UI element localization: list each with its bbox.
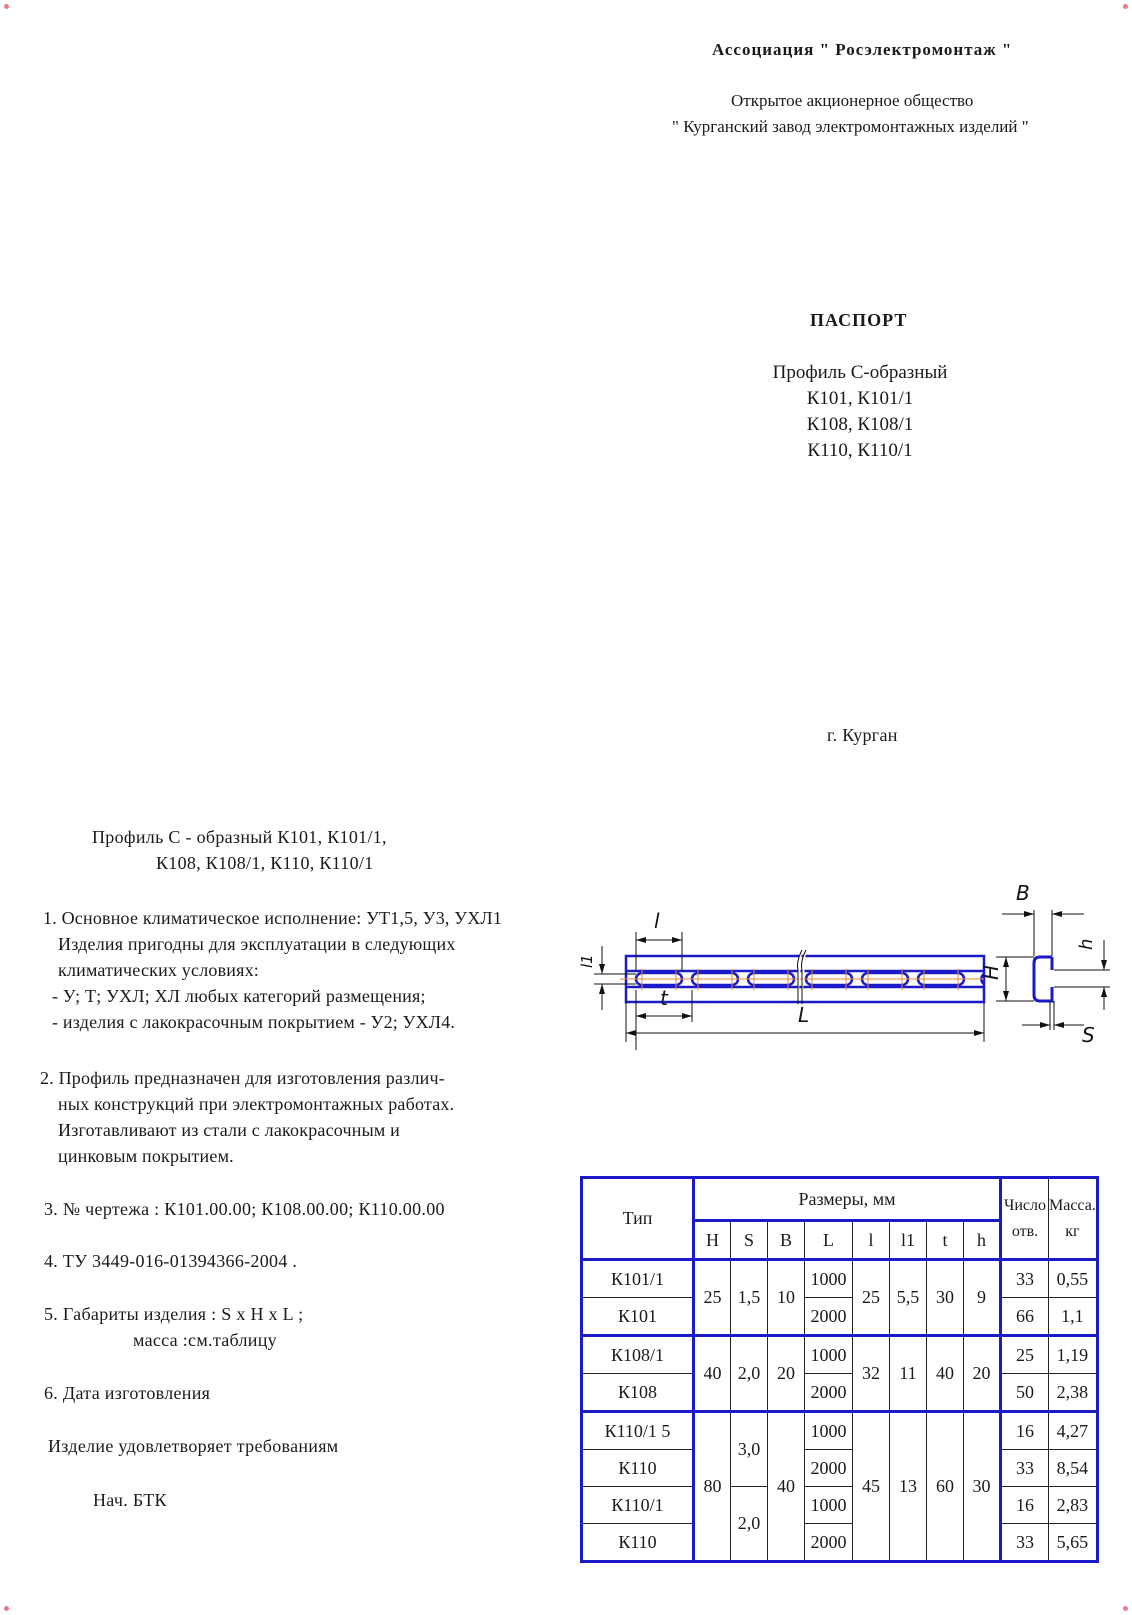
cell-L: 2000 — [805, 1298, 853, 1336]
header-holes-line1: Число — [1003, 1196, 1047, 1214]
cell-S: 2,0 — [731, 1336, 768, 1412]
cell-type: К110 — [582, 1450, 694, 1487]
header-type: Тип — [582, 1178, 694, 1260]
cell-S: 3,0 — [731, 1412, 768, 1487]
dim-label-H: H — [979, 964, 1003, 980]
table-row — [582, 1524, 1098, 1562]
cell-B: 40 — [768, 1412, 805, 1562]
table-row — [582, 1260, 1098, 1298]
cell-type: К110 — [582, 1524, 694, 1562]
cell-mass: 2,38 — [1049, 1374, 1098, 1412]
table-row — [582, 1450, 1098, 1487]
profile-cross-section — [979, 881, 1110, 1047]
table-header-row — [582, 1178, 1098, 1221]
cell-type: К108 — [582, 1374, 694, 1412]
cell-L: 1000 — [805, 1336, 853, 1374]
company-name: " Курганский завод электромонтажных изделий " — [672, 117, 1029, 136]
cell-B: 10 — [768, 1260, 805, 1336]
cell-holes: 33 — [1001, 1524, 1049, 1562]
cell-L: 1000 — [805, 1260, 853, 1298]
dim-label-L: L — [798, 1003, 810, 1027]
cell-l1: 5,5 — [890, 1260, 927, 1336]
cell-H: 40 — [694, 1336, 731, 1412]
cell-holes: 50 — [1001, 1374, 1049, 1412]
cell-holes: 66 — [1001, 1298, 1049, 1336]
page-title: ПАСПОРТ — [810, 310, 908, 330]
break-line — [798, 950, 807, 1004]
cell-t: 60 — [927, 1412, 964, 1562]
dim-label-l: l — [654, 909, 660, 933]
table-row — [582, 1336, 1098, 1374]
cell-B: 20 — [768, 1336, 805, 1412]
section-2-line: 2. Профиль предназначен для изготовления различ- — [40, 1068, 445, 1088]
association-name: Ассоциация " Росэлектромонтаж " — [712, 40, 1013, 59]
header-col-t: t — [927, 1221, 964, 1260]
cell-t: 30 — [927, 1260, 964, 1336]
dim-label-t: t — [660, 986, 668, 1010]
cell-mass: 5,65 — [1049, 1524, 1098, 1562]
cell-holes: 16 — [1001, 1487, 1049, 1524]
cell-holes: 33 — [1001, 1260, 1049, 1298]
table-row — [582, 1374, 1098, 1412]
header-col-S: S — [731, 1221, 768, 1260]
product-title-line: К108, К108/1 — [806, 414, 914, 435]
header-col-B: B — [768, 1221, 805, 1260]
cell-l1: 11 — [890, 1336, 927, 1412]
cell-l: 32 — [853, 1336, 890, 1412]
header-col-L: L — [805, 1221, 853, 1260]
header-holes — [1001, 1178, 1049, 1260]
product-heading-line2: К108, К108/1, К110, К110/1 — [156, 853, 374, 873]
cell-H: 80 — [694, 1412, 731, 1562]
cell-l1: 13 — [890, 1412, 927, 1562]
product-title-line: К101, К101/1 — [806, 388, 914, 409]
cell-h: 30 — [964, 1412, 1001, 1562]
cell-holes: 33 — [1001, 1450, 1049, 1487]
section-1-line: Изделия пригодны для эксплуатации в следующих — [58, 934, 456, 954]
section-2 — [38, 1065, 558, 1169]
section-1 — [38, 905, 558, 1035]
corner-marker — [1123, 1606, 1128, 1611]
dim-label-h: h — [1076, 938, 1097, 950]
cell-type: К110/1 — [582, 1487, 694, 1524]
cell-mass: 1,1 — [1049, 1298, 1098, 1336]
cell-t: 40 — [927, 1336, 964, 1412]
cell-type: К101 — [582, 1298, 694, 1336]
cell-mass: 8,54 — [1049, 1450, 1098, 1487]
section-6-date: 6. Дата изготовления — [44, 1383, 211, 1403]
spec-table — [580, 1176, 1099, 1563]
section-5-dimensions: 5. Габариты изделия : S x H x L ; — [44, 1304, 304, 1324]
header-col-l: l — [853, 1221, 890, 1260]
corner-marker — [1123, 4, 1128, 9]
cell-type: К110/1 5 — [582, 1412, 694, 1450]
compliance-statement: Изделие удовлетворяет требованиям — [48, 1436, 339, 1456]
section-1-line: - изделия с лакокрасочным покрытием - У2; УХЛ4. — [52, 1012, 456, 1032]
cell-holes: 16 — [1001, 1412, 1049, 1450]
table-row — [582, 1412, 1098, 1450]
corner-marker — [4, 4, 9, 9]
company-type: Открытое акционерное общество — [731, 91, 974, 110]
corner-marker — [4, 1606, 9, 1611]
cell-L: 2000 — [805, 1374, 853, 1412]
qc-signature-label: Нач. БТК — [93, 1490, 167, 1510]
header-col-h: h — [964, 1221, 1001, 1260]
section-3-drawing-number: 3. № чертежа : К101.00.00; К108.00.00; К110.00.00 — [44, 1199, 445, 1219]
cell-l: 25 — [853, 1260, 890, 1336]
header-dimensions: Размеры, мм — [694, 1178, 1001, 1221]
cell-S: 2,0 — [731, 1487, 768, 1562]
header-mass-line1: Масса. — [1049, 1196, 1096, 1214]
product-title-line: Профиль С-образный — [772, 362, 948, 383]
cell-mass: 0,55 — [1049, 1260, 1098, 1298]
section-5-mass: масса :см.таблицу — [133, 1330, 277, 1350]
section-2-line: ных конструкций при электромонтажных работах. — [58, 1094, 455, 1114]
cell-h: 20 — [964, 1336, 1001, 1412]
product-title-line: К110, К110/1 — [807, 440, 913, 461]
section-1-line: климатических условиях: — [58, 960, 259, 980]
cell-h: 9 — [964, 1260, 1001, 1336]
table-row — [582, 1298, 1098, 1336]
section-2-line: Изготавливают из стали с лакокрасочным и — [58, 1120, 401, 1140]
cell-type: К101/1 — [582, 1260, 694, 1298]
product-heading-line1: Профиль С - образный К101, К101/1, — [92, 827, 387, 847]
product-title-block — [740, 360, 980, 464]
header-mass — [1049, 1178, 1098, 1260]
section-1-line: - У; Т; УХЛ; ХЛ любых категорий размещения; — [52, 986, 426, 1006]
cell-l: 45 — [853, 1412, 890, 1562]
cell-L: 2000 — [805, 1450, 853, 1487]
section-1-line: 1. Основное климатическое исполнение: УТ1,5, У3, УХЛ1 — [43, 908, 503, 928]
dim-label-l1: l1 — [578, 954, 596, 968]
cell-S: 1,5 — [731, 1260, 768, 1336]
profile-drawing — [570, 870, 1130, 1070]
header-col-l1: l1 — [890, 1221, 927, 1260]
cell-H: 25 — [694, 1260, 731, 1336]
city: г. Курган — [827, 725, 898, 745]
cell-L: 2000 — [805, 1524, 853, 1562]
cell-mass: 4,27 — [1049, 1412, 1098, 1450]
header-holes-line2: отв. — [1011, 1222, 1039, 1240]
section-2-line: цинковым покрытием. — [58, 1146, 234, 1166]
dim-label-S: S — [1082, 1023, 1095, 1047]
section-4-spec: 4. ТУ 3449-016-01394366-2004 . — [44, 1251, 298, 1271]
table-row — [582, 1487, 1098, 1524]
header-col-H: H — [694, 1221, 731, 1260]
cell-type: К108/1 — [582, 1336, 694, 1374]
cell-holes: 25 — [1001, 1336, 1049, 1374]
cell-mass: 1,19 — [1049, 1336, 1098, 1374]
cell-L: 1000 — [805, 1487, 853, 1524]
cell-mass: 2,83 — [1049, 1487, 1098, 1524]
header-mass-line2: кг — [1065, 1222, 1080, 1240]
dim-label-B: B — [1016, 881, 1030, 905]
cell-L: 1000 — [805, 1412, 853, 1450]
